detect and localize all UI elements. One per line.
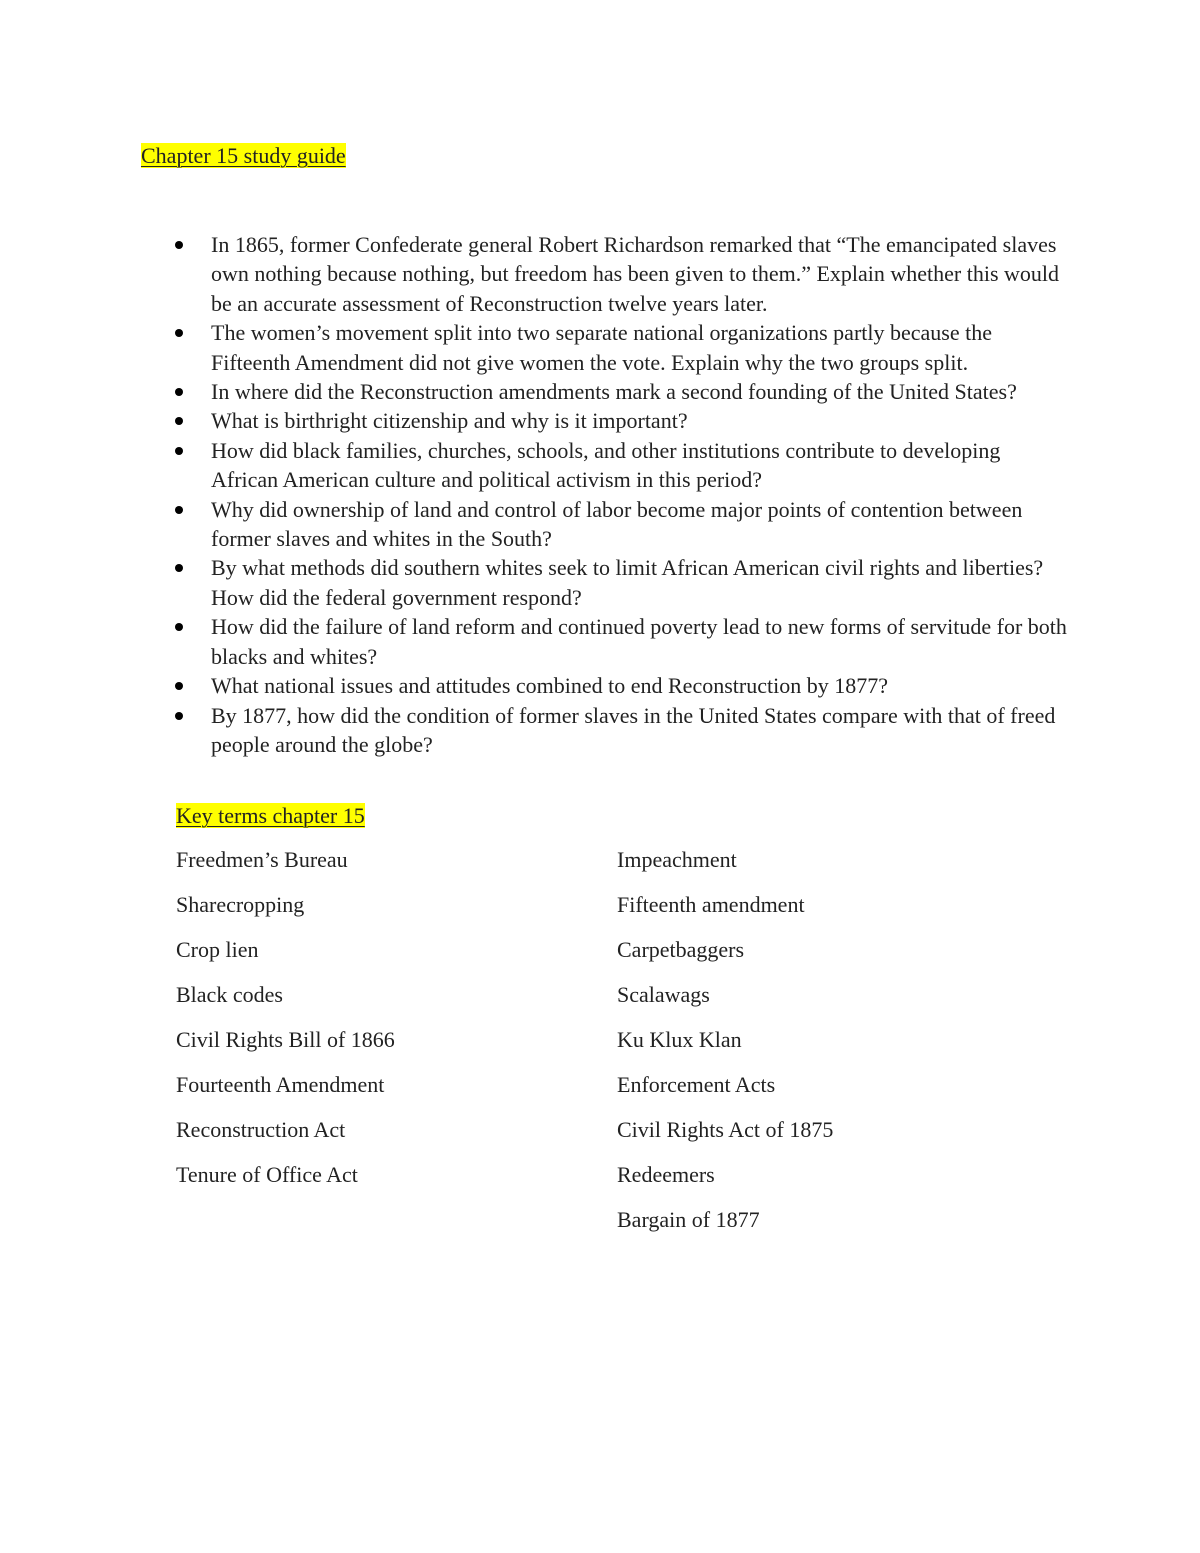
key-term: Enforcement Acts [617,1072,776,1097]
key-terms-right-column [617,846,833,1251]
key-terms-heading [176,802,365,830]
key-term: Scalawags [617,982,710,1007]
study-questions-list [211,230,1071,759]
key-term: Redeemers [617,1162,715,1187]
study-question-2: The women’s movement split into two separate national organizations partly because the Fifteenth Amendment did not give women the vote. Explain why the two groups split. [211,318,1071,377]
key-term: Bargain of 1877 [617,1207,760,1232]
key-term: Civil Rights Bill of 1866 [176,1027,395,1052]
key-terms-heading-text: Key terms chapter 15 [176,803,365,828]
key-term: Reconstruction Act [176,1117,346,1142]
study-question-7: By what methods did southern whites seek to limit African American civil rights and liberties? How did the federal government respond? [211,553,1071,612]
key-term: Crop lien [176,937,259,962]
key-term: Black codes [176,982,283,1007]
study-question-6: Why did ownership of land and control of labor become major points of contention between former slaves and whites in the South? [211,495,1071,554]
study-question-8: How did the failure of land reform and continued poverty lead to new forms of servitude for both blacks and whites? [211,612,1071,671]
study-question-10: By 1877, how did the condition of former slaves in the United States compare with that of freed people around the globe? [211,701,1071,760]
key-term: Civil Rights Act of 1875 [617,1117,834,1142]
study-question-3: In where did the Reconstruction amendments mark a second founding of the United States? [211,377,1071,406]
key-terms-left-column [176,846,395,1206]
study-question-5: How did black families, churches, schools, and other institutions contribute to developing African American culture and political activism in this period? [211,436,1071,495]
study-question-1: In 1865, former Confederate general Robert Richardson remarked that “The emancipated slaves own nothing because nothing, but freedom has been given to them.” Explain whether this would be an accurate assessment of Reconstruction twelve years later. [211,230,1071,318]
key-term: Fifteenth amendment [617,892,805,917]
study-question-9: What national issues and attitudes combined to end Reconstruction by 1877? [211,671,1071,700]
study-question-4: What is birthright citizenship and why is it important? [211,406,1071,435]
key-term: Tenure of Office Act [176,1162,358,1187]
key-term: Sharecropping [176,892,305,917]
key-term: Freedmen’s Bureau [176,847,348,872]
key-term: Carpetbaggers [617,937,745,962]
document-title [141,142,346,170]
document-title-text: Chapter 15 study guide [141,143,346,168]
key-term: Impeachment [617,847,737,872]
key-term: Fourteenth Amendment [176,1072,385,1097]
key-term: Ku Klux Klan [617,1027,742,1052]
